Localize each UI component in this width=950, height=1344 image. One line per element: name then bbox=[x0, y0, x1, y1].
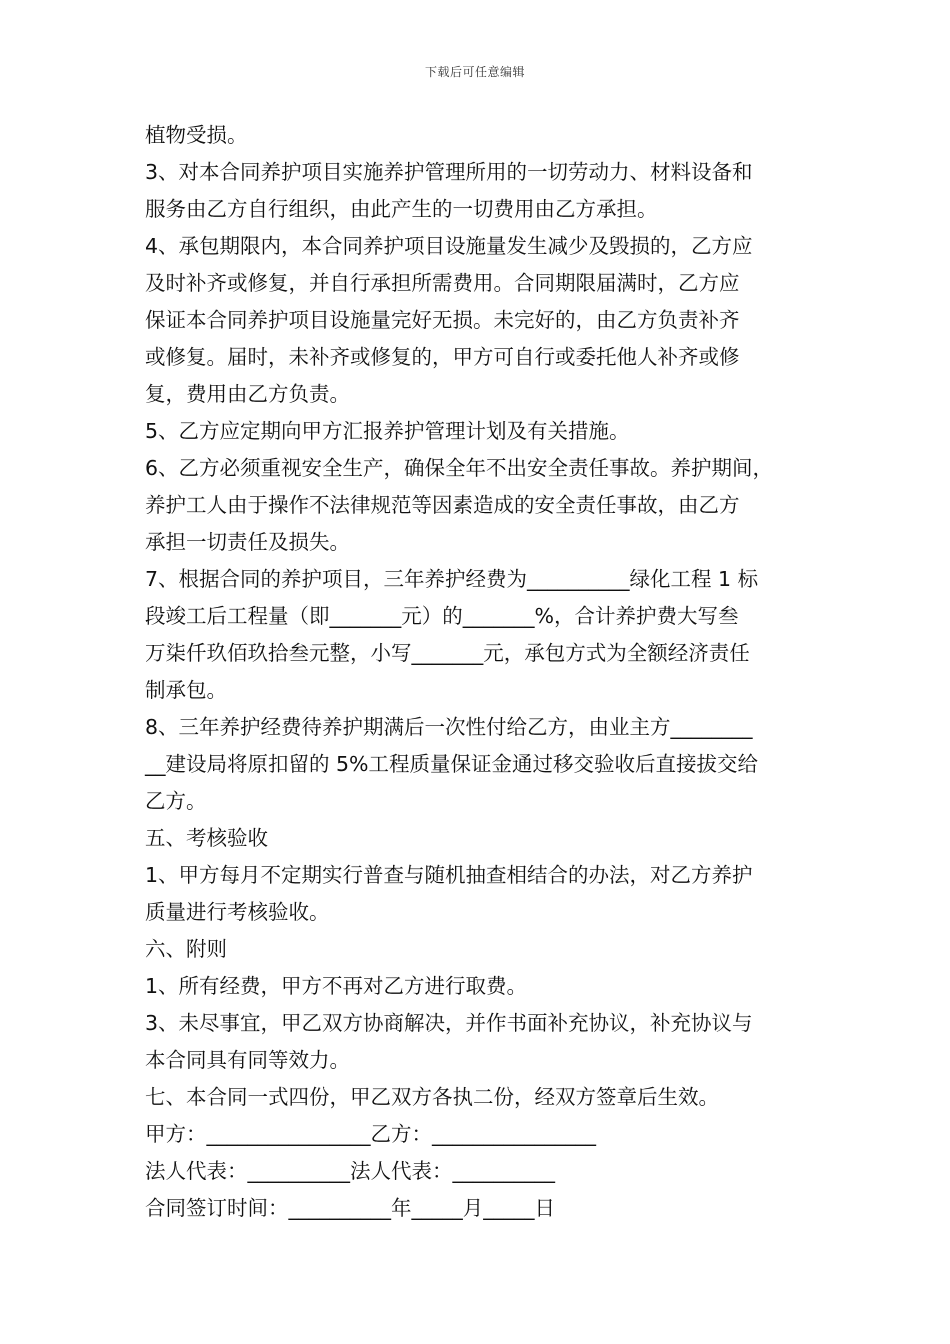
signature-line-representatives: 法人代表：__________法人代表：__________ bbox=[145, 1159, 555, 1183]
text-line: 万柒仟玖佰玖拾叁元整，小写_______元，承包方式为全额经济责任 bbox=[145, 641, 750, 665]
text-line: 保证本合同养护项目设施量完好无损。未完好的，由乙方负责补齐 bbox=[145, 308, 740, 332]
text-line: 服务由乙方自行组织，由此产生的一切费用由乙方承担。 bbox=[145, 197, 658, 221]
text-line: 3、对本合同养护项目实施养护管理所用的一切劳动力、材料设备和 bbox=[145, 160, 753, 184]
text-line: 或修复。届时，未补齐或修复的，甲方可自行或委托他人补齐或修 bbox=[145, 345, 740, 369]
page-header: 下载后可任意编辑 bbox=[424, 65, 525, 79]
text-line: 制承包。 bbox=[145, 678, 227, 702]
text-line: 7、根据合同的养护项目，三年养护经费为__________绿化工程 1 标 bbox=[145, 567, 759, 591]
section-heading: 六、附则 bbox=[145, 937, 227, 961]
text-line: 8、三年养护经费待养护期满后一次性付给乙方，由业主方________ bbox=[145, 715, 753, 739]
text-line: 质量进行考核验收。 bbox=[145, 900, 330, 924]
signature-line-date: 合同签订时间：__________年_____月_____日 bbox=[145, 1196, 555, 1220]
text-line: 6、乙方必须重视安全生产，确保全年不出安全责任事故。养护期间， bbox=[145, 456, 774, 480]
section-heading: 七、本合同一式四份，甲乙双方各执二份，经双方签章后生效。 bbox=[145, 1085, 719, 1109]
text-line: 5、乙方应定期向甲方汇报养护管理计划及有关措施。 bbox=[145, 419, 630, 443]
document-body bbox=[145, 117, 810, 1227]
text-line: 1、甲方每月不定期实行普查与随机抽查相结合的办法，对乙方养护 bbox=[145, 863, 753, 887]
text-line: 1、所有经费，甲方不再对乙方进行取费。 bbox=[145, 974, 528, 998]
text-line: 及时补齐或修复，并自行承担所需费用。合同期限届满时，乙方应 bbox=[145, 271, 740, 295]
section-heading: 五、考核验收 bbox=[145, 826, 268, 850]
text-line: 养护工人由于操作不法律规范等因素造成的安全责任事故，由乙方 bbox=[145, 493, 740, 517]
text-line: 承担一切责任及损失。 bbox=[145, 530, 350, 554]
text-line: 植物受损。 bbox=[145, 123, 248, 147]
text-line: __建设局将原扣留的 5%工程质量保证金通过移交验收后直接拔交给 bbox=[145, 752, 759, 776]
text-line: 3、未尽事宜，甲乙双方协商解决，并作书面补充协议，补充协议与 bbox=[145, 1011, 753, 1035]
text-line: 4、承包期限内，本合同养护项目设施量发生减少及毁损的，乙方应 bbox=[145, 234, 753, 258]
text-line: 本合同具有同等效力。 bbox=[145, 1048, 350, 1072]
text-line: 段竣工后工程量（即_______元）的_______%，合计养护费大写叁 bbox=[145, 604, 739, 628]
text-line: 乙方。 bbox=[145, 789, 207, 813]
signature-line-parties: 甲方：________________乙方：________________ bbox=[145, 1122, 596, 1146]
text-line: 复，费用由乙方负责。 bbox=[145, 382, 350, 406]
